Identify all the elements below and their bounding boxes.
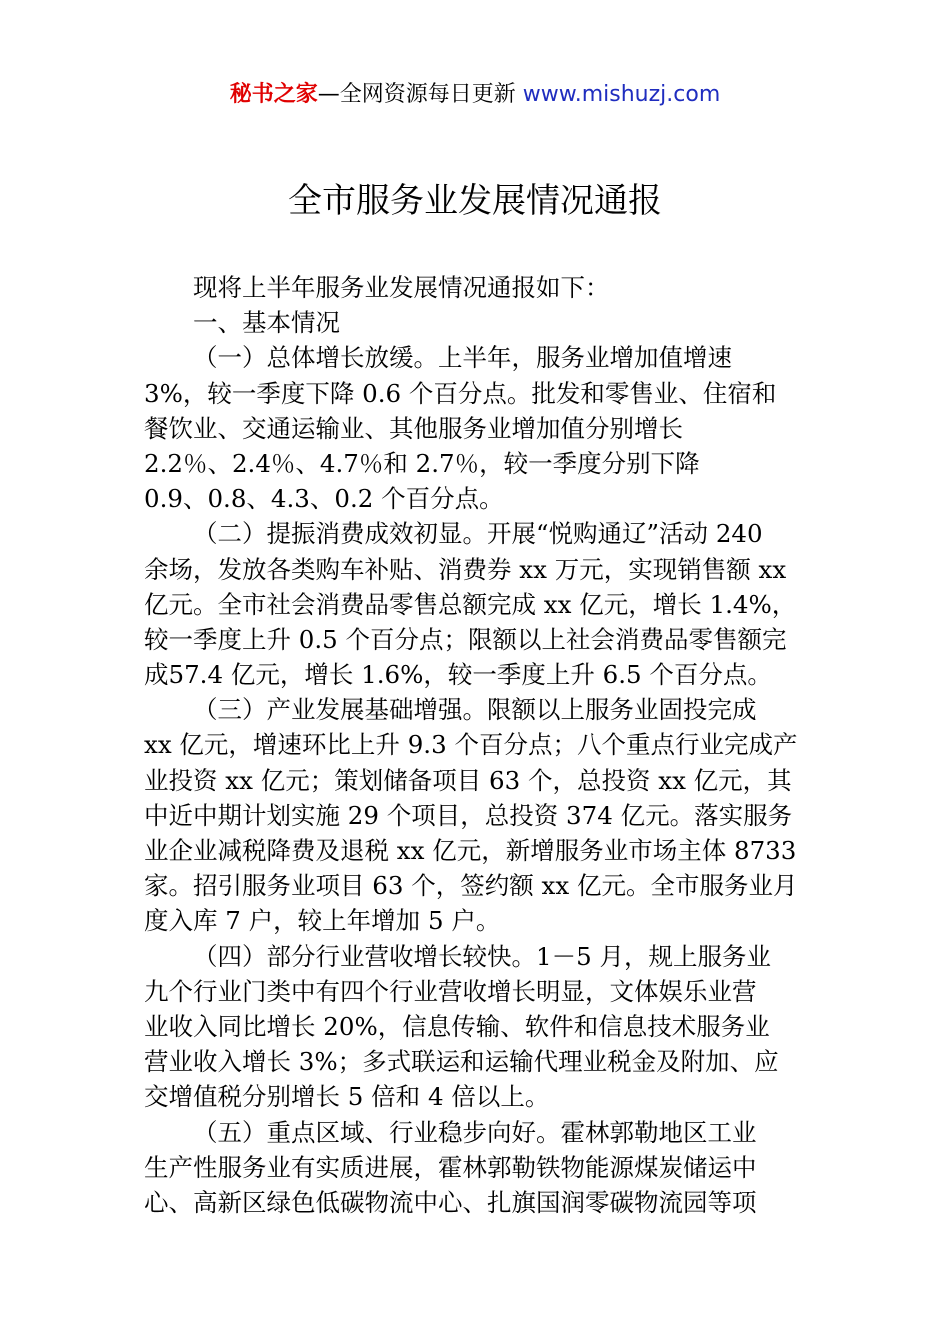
paragraph-line: 现将上半年服务业发展情况通报如下：: [193, 273, 610, 302]
paragraph-line: 业投资 xx 亿元；策划储备项目 63 个，总投资 xx 亿元，其: [144, 765, 792, 795]
paragraph-line: 生产性服务业有实质进展，霍林郭勒铁物能源煤炭储运中: [144, 1152, 757, 1182]
paragraph-line: 业收入同比增长 20%，信息传输、软件和信息技术服务业: [144, 1011, 770, 1041]
paragraph: [144, 1115, 806, 1221]
header-tagline: —全网资源每日更新: [317, 82, 516, 107]
paragraph-line: （三）产业发展基础增强。限额以上服务业固投完成: [193, 695, 757, 725]
paragraph-line: （二）提振消费成效初显。开展“悦购通辽”活动 240: [193, 519, 763, 549]
paragraph-line: （五）重点区域、行业稳步向好。霍林郭勒地区工业: [193, 1117, 757, 1147]
paragraph: [144, 340, 806, 516]
paragraph: [144, 305, 806, 340]
site-header: [0, 80, 950, 110]
paragraph: [144, 939, 806, 1115]
document-body: [144, 270, 806, 1220]
paragraph-line: 较一季度上升 0.5 个百分点；限额以上社会消费品零售额完: [144, 624, 787, 654]
paragraph-line: 心、高新区绿色低碳物流中心、扎旗国润零碳物流园等项: [144, 1187, 757, 1217]
paragraph-line: xx 亿元，增速环比上升 9.3 个百分点；八个重点行业完成产: [144, 730, 798, 760]
paragraph-line: 3%，较一季度下降 0.6 个百分点。批发和零售业、住宿和: [144, 378, 777, 408]
site-url-link[interactable]: www.mishuzj.com: [522, 82, 721, 107]
paragraph-line: 2.2％、2.4％、4.7％和 2.7％，较一季度分别下降: [144, 448, 700, 478]
paragraph-line: 九个行业门类中有四个行业营收增长明显，文体娱乐业营: [144, 976, 757, 1006]
paragraph: [144, 692, 806, 938]
brand-name: 秘书之家: [229, 82, 318, 107]
paragraph-line: 中近中期计划实施 29 个项目，总投资 374 亿元。落实服务: [144, 800, 793, 830]
paragraph-line: 业企业减税降费及退税 xx 亿元，新增服务业市场主体 8733: [144, 836, 797, 865]
paragraph-line: 度入库 7 户，较上年增加 5 户。: [144, 906, 501, 936]
paragraph-line: 家。招引服务业项目 63 个，签约额 xx 亿元。全市服务业月: [144, 871, 798, 901]
paragraph-line: 餐饮业、交通运输业、其他服务业增加值分别增长: [144, 413, 683, 443]
paragraph-line: （四）部分行业营收增长较快。1－5 月，规上服务业: [193, 941, 771, 971]
paragraph: [144, 270, 806, 305]
paragraph-line: 交增值税分别增长 5 倍和 4 倍以上。: [144, 1082, 550, 1112]
paragraph-line: 一、基本情况: [193, 308, 340, 338]
paragraph: [144, 516, 806, 692]
paragraph-line: 余场，发放各类购车补贴、消费券 xx 万元，实现销售额 xx: [144, 554, 787, 584]
paragraph-line: 亿元。全市社会消费品零售总额完成 xx 亿元，增长 1.4%，: [144, 589, 797, 619]
paragraph-line: 0.9、0.8、4.3、0.2 个百分点。: [144, 484, 504, 514]
document-title: 全市服务业发展情况通报: [288, 181, 662, 221]
paragraph-line: （一）总体增长放缓。上半年，服务业增加值增速: [193, 343, 732, 373]
paragraph-line: 营业收入增长 3%；多式联运和运输代理业税金及附加、应: [144, 1047, 779, 1077]
paragraph-line: 成57.4 亿元，增长 1.6%，较一季度上升 6.5 个百分点。: [144, 660, 772, 690]
